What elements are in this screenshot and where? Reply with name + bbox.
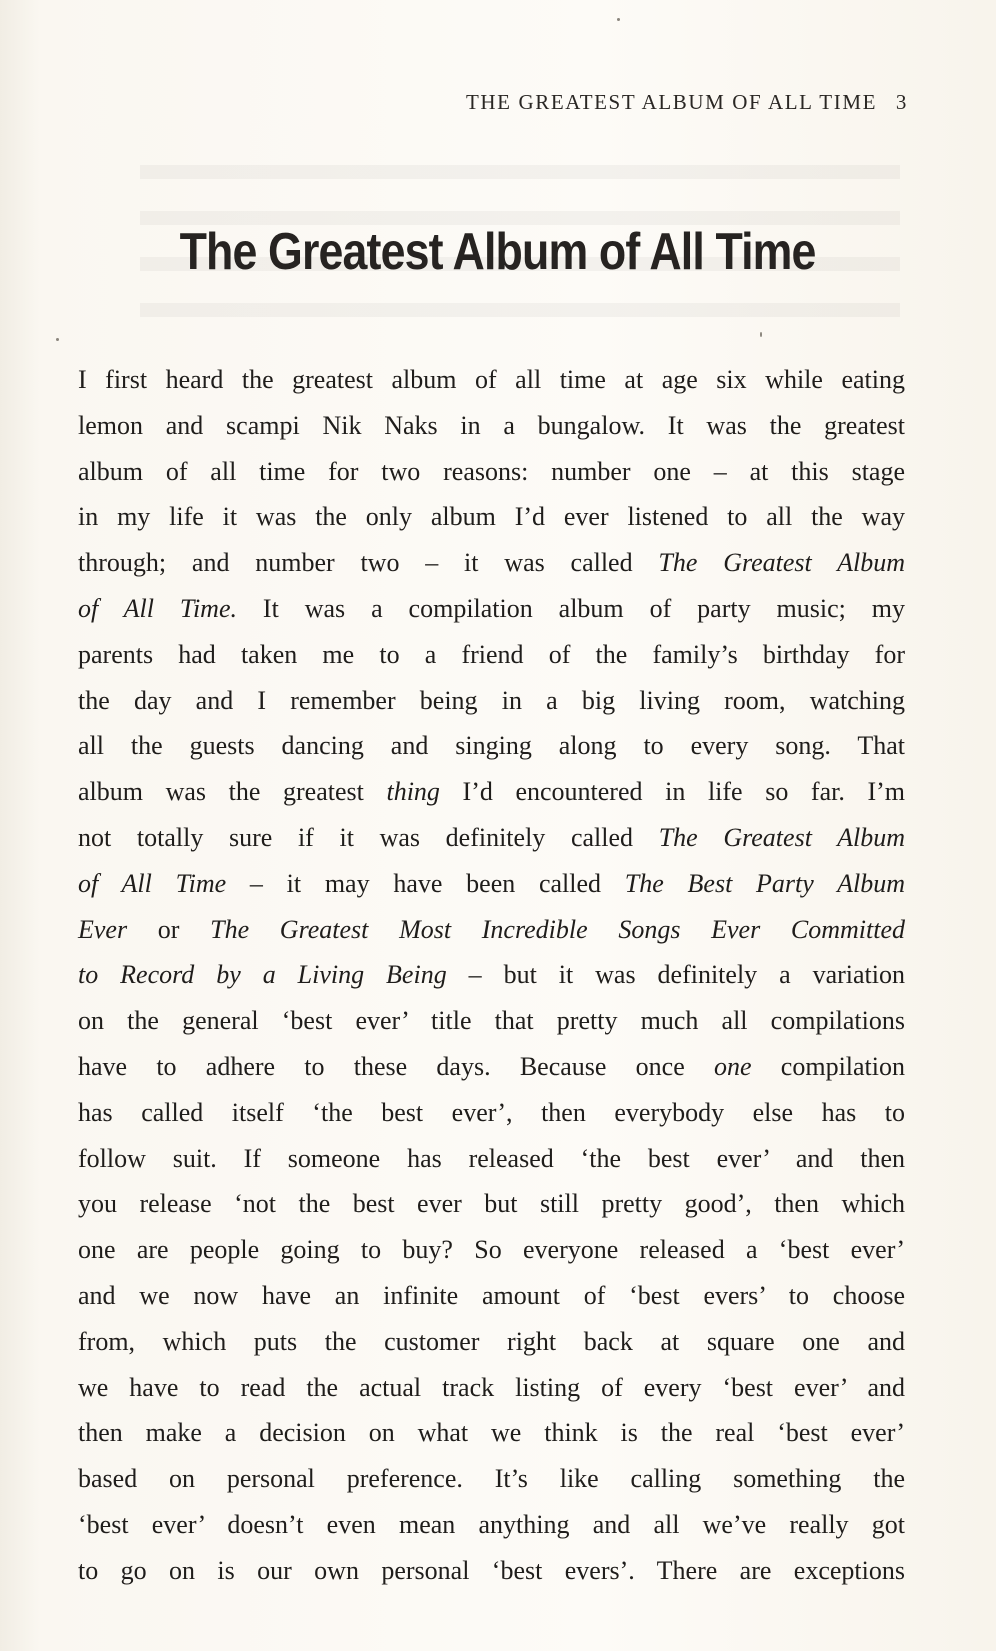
text-line bbox=[78, 678, 905, 724]
italic-text: one bbox=[714, 1051, 752, 1081]
text-line bbox=[78, 632, 905, 678]
body-text bbox=[78, 357, 905, 1594]
chapter-title: The Greatest Album of All Time bbox=[179, 223, 816, 281]
text-run: not totally sure if it was definitely called bbox=[78, 822, 659, 852]
text-line bbox=[78, 1365, 905, 1411]
text-line bbox=[78, 1502, 905, 1548]
text-line bbox=[78, 723, 905, 769]
text-run: It was a compilation album of party music; my bbox=[237, 593, 905, 623]
text-line bbox=[78, 1136, 905, 1182]
text-line bbox=[78, 998, 905, 1044]
text-line bbox=[78, 494, 905, 540]
text-run: through; and number two – it was called bbox=[78, 548, 659, 578]
text-run: album was the greatest bbox=[78, 777, 387, 807]
text-run: follow suit. If someone has released ‘the best ever’ and then bbox=[78, 1143, 905, 1173]
text-line bbox=[78, 1044, 905, 1090]
italic-text: Ever bbox=[78, 914, 128, 944]
text-line bbox=[78, 769, 905, 815]
text-line bbox=[78, 1090, 905, 1136]
text-run: lemon and scampi Nik Naks in a bungalow. It was the greatest bbox=[78, 410, 905, 440]
text-line bbox=[78, 540, 905, 586]
text-line bbox=[78, 449, 905, 495]
text-line bbox=[78, 586, 905, 632]
text-run: or bbox=[127, 914, 211, 944]
text-line bbox=[78, 1227, 905, 1273]
text-run: parents had taken me to a friend of the family’s birthday for bbox=[78, 639, 905, 669]
text-line bbox=[78, 1181, 905, 1227]
paper-speck bbox=[56, 338, 59, 341]
text-line bbox=[78, 1410, 905, 1456]
italic-text: The Best Party Album bbox=[624, 868, 905, 898]
text-run: compilation bbox=[751, 1051, 906, 1081]
text-line bbox=[78, 357, 905, 403]
italic-text: of All Time bbox=[78, 868, 227, 898]
text-line bbox=[78, 1456, 905, 1502]
text-line bbox=[78, 907, 905, 953]
text-line bbox=[78, 1548, 905, 1594]
italic-text: thing bbox=[386, 777, 440, 807]
paper-speck bbox=[760, 332, 762, 337]
text-run: ‘best ever’ doesn’t even mean anything and all we’ve really got bbox=[78, 1509, 905, 1539]
text-run: I’d encountered in life so far. I’m bbox=[439, 777, 905, 807]
text-run: then make a decision on what we think is the real ‘best ever’ bbox=[78, 1418, 905, 1448]
text-run: one are people going to buy? So everyone released a ‘best ever’ bbox=[78, 1235, 905, 1265]
text-run: we have to read the actual track listing of every ‘best ever’ and bbox=[78, 1372, 905, 1402]
italic-text: The Greatest Album bbox=[658, 822, 905, 852]
running-head-title: THE GREATEST ALBUM OF ALL TIME bbox=[465, 90, 878, 114]
italic-text: The Greatest Most Incredible Songs Ever Committed bbox=[210, 914, 905, 944]
running-head bbox=[466, 90, 908, 115]
text-run: has called itself ‘the best ever’, then everybody else has to bbox=[78, 1097, 905, 1127]
text-run: in my life it was the only album I’d ever listened to all the way bbox=[78, 502, 905, 532]
text-run: on the general ‘best ever’ title that pretty much all compilations bbox=[78, 1006, 905, 1036]
text-line bbox=[78, 861, 905, 907]
paper-speck bbox=[617, 18, 620, 21]
text-run: I first heard the greatest album of all time at age six while eating bbox=[78, 365, 905, 394]
text-run: – it may have been called bbox=[226, 868, 625, 898]
text-run: album of all time for two reasons: number one – at this stage bbox=[78, 456, 905, 486]
italic-text: of All Time. bbox=[78, 593, 237, 623]
text-run: from, which puts the customer right back at square one and bbox=[78, 1326, 905, 1356]
text-line bbox=[78, 1273, 905, 1319]
text-run: have to adhere to these days. Because once bbox=[78, 1051, 715, 1081]
page-number: 3 bbox=[895, 90, 908, 114]
italic-text: The Greatest Album bbox=[658, 548, 905, 578]
text-line bbox=[78, 1319, 905, 1365]
italic-text: to Record by a Living Being bbox=[78, 960, 447, 990]
text-run: based on personal preference. It’s like calling something the bbox=[78, 1464, 905, 1494]
text-run: the day and I remember being in a big living room, watching bbox=[78, 685, 905, 715]
text-run: all the guests dancing and singing along to every song. That bbox=[78, 731, 905, 761]
text-line bbox=[78, 952, 905, 998]
text-run: – but it was definitely a variation bbox=[446, 960, 905, 990]
text-line bbox=[78, 815, 905, 861]
text-line bbox=[78, 403, 905, 449]
text-run: you release ‘not the best ever but still pretty good’, then which bbox=[78, 1189, 905, 1219]
text-run: to go on is our own personal ‘best evers’. There are exceptions bbox=[78, 1555, 905, 1585]
text-run: and we now have an infinite amount of ‘best evers’ to choose bbox=[78, 1280, 905, 1310]
